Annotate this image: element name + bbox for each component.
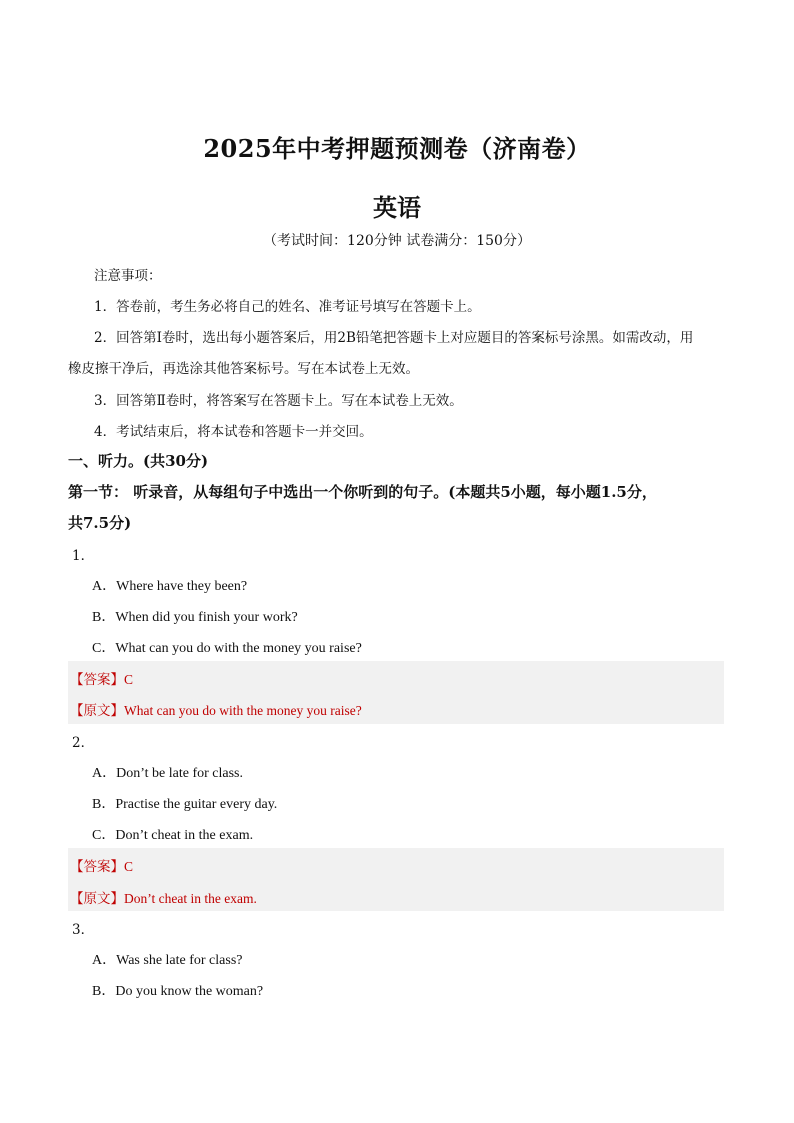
answer-value: C <box>124 672 134 687</box>
exam-info: （考试时间：120分钟 试卷满分：150分） <box>263 233 531 249</box>
answer-value: C <box>124 859 134 874</box>
subject-title: 英语 <box>373 193 421 222</box>
option-c: C．What can you do with the money you raise? <box>92 641 362 656</box>
question-number: 2． <box>72 735 95 751</box>
answer-tag: 【答案】 <box>70 672 124 688</box>
option-b: B．Practise the guitar every day. <box>92 797 278 812</box>
script-line <box>70 887 257 907</box>
part-1-instruction-line-1: 第一节： 听录音，从每组句子中选出一个你听到的句子。(本题共5小题，每小题1.5分， <box>68 483 657 501</box>
answer-line <box>70 668 133 688</box>
notice-item-2-line-2: 橡皮擦干净后，再选涂其他答案标号。写在本试卷上无效。 <box>68 361 419 377</box>
option-b: B．Do you know the woman? <box>92 984 264 999</box>
option-a: A．Don’t be late for class. <box>92 766 243 781</box>
option-c: C．Don’t cheat in the exam. <box>92 828 254 843</box>
question-number: 3． <box>72 922 95 938</box>
script-line <box>70 699 362 719</box>
section-title: 一、听力。(共30分) <box>68 452 209 470</box>
exam-title: 2025年中考押题预测卷（济南卷） <box>203 134 591 163</box>
script-text: What can you do with the money you raise? <box>124 703 362 718</box>
notice-item-1: 1．答卷前，考生务必将自己的姓名、准考证号填写在答题卡上。 <box>94 299 481 315</box>
answer-line <box>70 855 133 875</box>
script-tag: 【原文】 <box>70 891 124 907</box>
option-b: B．When did you finish your work? <box>92 610 298 625</box>
notice-item-4: 4．考试结束后，将本试卷和答题卡一并交回。 <box>94 424 373 440</box>
answer-tag: 【答案】 <box>70 859 124 875</box>
option-a: A．Where have they been? <box>92 579 248 594</box>
script-text: Don’t cheat in the exam. <box>124 891 257 906</box>
notice-item-3: 3．回答第Ⅱ卷时，将答案写在答题卡上。写在本试卷上无效。 <box>94 393 463 409</box>
option-a: A．Was she late for class? <box>92 953 243 968</box>
question-number: 1． <box>72 548 95 564</box>
script-tag: 【原文】 <box>70 703 124 719</box>
part-1-instruction-line-2: 共7.5分) <box>68 514 132 532</box>
notice-item-2-line-1: 2．回答第Ⅰ卷时，选出每小题答案后，用2B铅笔把答题卡上对应题目的答案标号涂黑。如需改动，用 <box>94 330 694 346</box>
notice-heading: 注意事项： <box>94 268 162 284</box>
